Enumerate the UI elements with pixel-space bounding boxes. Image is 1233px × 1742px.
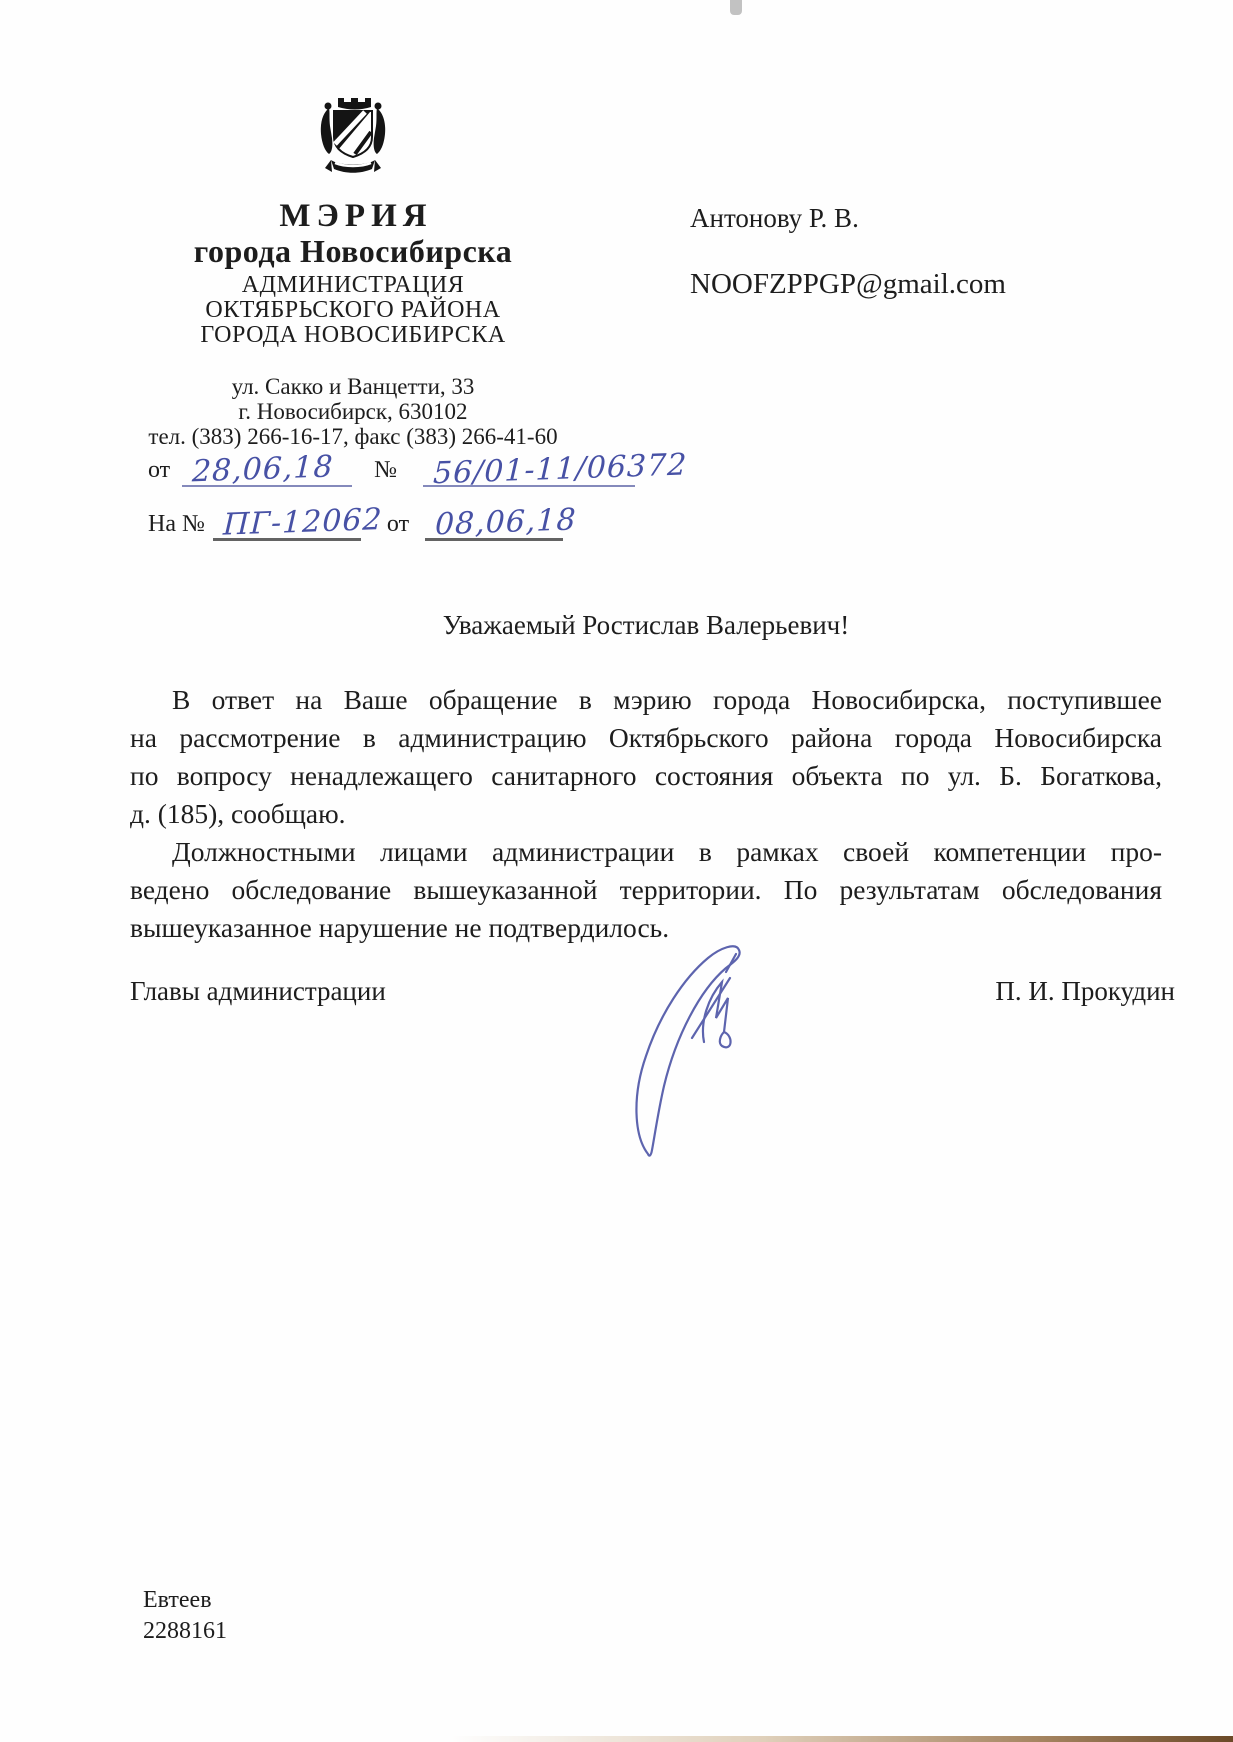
- signer-name: П. И. Прокудин: [995, 976, 1175, 1006]
- outgoing-number-value: 56/01-11/06372: [432, 447, 688, 492]
- address-street: ул. Сакко и Ванцетти, 33: [231, 374, 475, 399]
- body-line: вышеуказанное нарушение не подтвердилось.: [130, 912, 670, 943]
- incoming-date-value: 08,06,18: [434, 502, 578, 543]
- recipient-name: Антонову Р. В.: [690, 203, 859, 233]
- body-line: В ответ на Ваше обращение в мэрию города Новосибирска, поступившее: [172, 684, 1162, 715]
- incoming-number-field: [213, 500, 384, 543]
- letter-body: [130, 681, 1162, 947]
- body-line: на рассмотрение в администрацию Октябрьского района города Новосибирска: [130, 722, 1162, 753]
- body-line: ведено обследование вышеуказанной территории. По результатам обследования: [130, 874, 1162, 905]
- org-title-city: города Новосибирска: [193, 233, 513, 269]
- reference-row-incoming: [148, 501, 578, 543]
- executor-name: Евтеев: [143, 1587, 212, 1613]
- incoming-date-label: от: [386, 511, 410, 537]
- scan-artifact-bottom-strip: [450, 1736, 1233, 1742]
- coat-of-arms-emblem: [128, 94, 578, 184]
- address-city: г. Новосибирск, 630102: [238, 399, 468, 424]
- org-subtitle-1: АДМИНИСТРАЦИЯ: [241, 272, 465, 298]
- outgoing-number-label: №: [374, 457, 398, 483]
- org-title-main: МЭРИЯ: [279, 198, 433, 234]
- executor-block: [143, 1585, 227, 1647]
- scan-artifact-top-smudge: [730, 0, 742, 15]
- org-subtitle-3: ГОРОДА НОВОСИБИРСКА: [200, 322, 506, 348]
- executor-phone: 2288161: [143, 1618, 227, 1644]
- body-line: Должностными лицами администрации в рамках своей компетенции про-: [172, 836, 1162, 867]
- novosibirsk-coat-of-arms-icon: [307, 94, 399, 184]
- signer-position: Главы администрации: [130, 976, 386, 1006]
- body-line: д. (185), сообщаю.: [130, 798, 346, 829]
- contacts-line: тел. (383) 266-16-17, факс (383) 266-41-60: [148, 424, 558, 449]
- org-subtitle-2: ОКТЯБРЬСКОГО РАЙОНА: [205, 297, 501, 323]
- reference-row-outgoing: [148, 447, 688, 492]
- incoming-number-label: На №: [148, 511, 205, 537]
- letterhead: [128, 94, 578, 449]
- outgoing-number-field: [423, 447, 688, 492]
- handwritten-signature-icon: [596, 926, 776, 1176]
- outgoing-date-label: от: [148, 457, 171, 483]
- salutation: Уважаемый Ростислав Валерьевич!: [442, 610, 850, 640]
- incoming-date-field: [425, 500, 578, 543]
- body-line: по вопросу ненадлежащего санитарного состояния объекта по ул. Б. Богаткова,: [130, 760, 1162, 791]
- incoming-number-value: ПГ-12062: [222, 502, 384, 543]
- outgoing-date-value: 28,06,18: [191, 449, 335, 490]
- recipient-block: [690, 203, 1006, 301]
- outgoing-date-field: [182, 447, 352, 490]
- recipient-email: NOOFZPPGP@gmail.com: [690, 268, 1006, 300]
